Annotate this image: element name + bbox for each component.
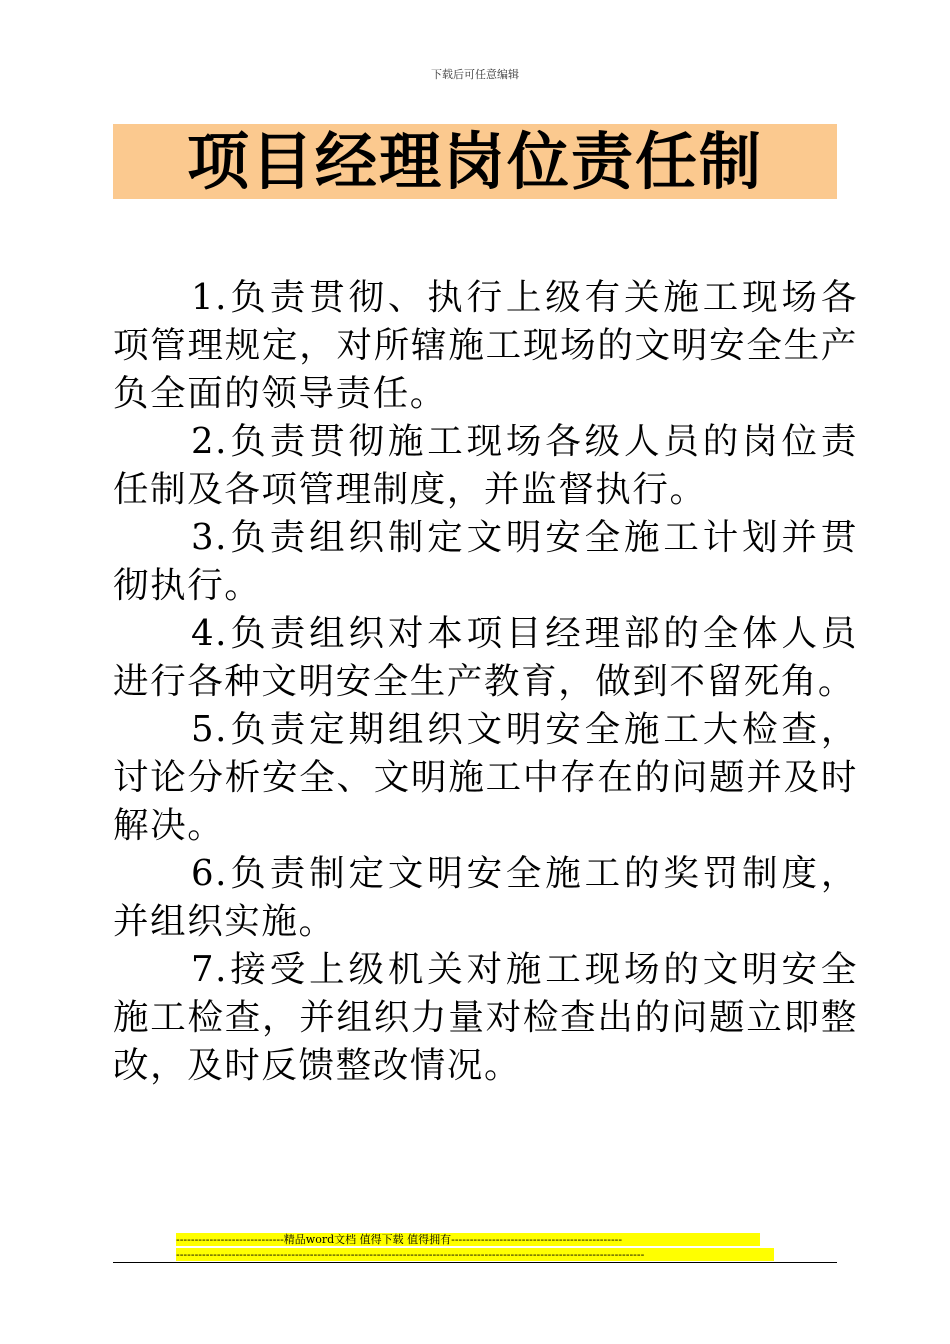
footer-divider — [113, 1262, 837, 1263]
header-note: 下载后可任意编辑 — [431, 68, 519, 81]
footer-banner-line-2: ------------------------------------------------------------------------------------------------------------------------------ — [176, 1248, 774, 1261]
document-body — [113, 274, 858, 1090]
duty-item-2: 2.负责贯彻施工现场各级人员的岗位责任制及各项管理制度，并监督执行。 — [113, 421, 858, 510]
duty-item-7: 7.接受上级机关对施工现场的文明安全施工检查，并组织力量对检查出的问题立即整改，及时反馈整改情况。 — [113, 949, 858, 1086]
duty-item-1: 1.负责贯彻、执行上级有关施工现场各项管理规定，对所辖施工现场的文明安全生产负全面的领导责任。 — [113, 277, 858, 414]
duty-item-3: 3.负责组织制定文明安全施工计划并贯彻执行。 — [113, 517, 858, 606]
duty-item-6: 6.负责制定文明安全施工的奖罚制度，并组织实施。 — [113, 853, 858, 942]
duty-item-5: 5.负责定期组织文明安全施工大检查，讨论分析安全、文明施工中存在的问题并及时解决。 — [113, 709, 858, 846]
title-band — [113, 124, 837, 199]
footer-banner-line-1: -----------------------------精品word文档 值得下载 值得拥有---------------------------------------------- — [176, 1233, 760, 1246]
document-title: 项目经理岗位责任制 — [186, 124, 763, 198]
duty-item-4: 4.负责组织对本项目经理部的全体人员进行各种文明安全生产教育，做到不留死角。 — [113, 613, 858, 702]
